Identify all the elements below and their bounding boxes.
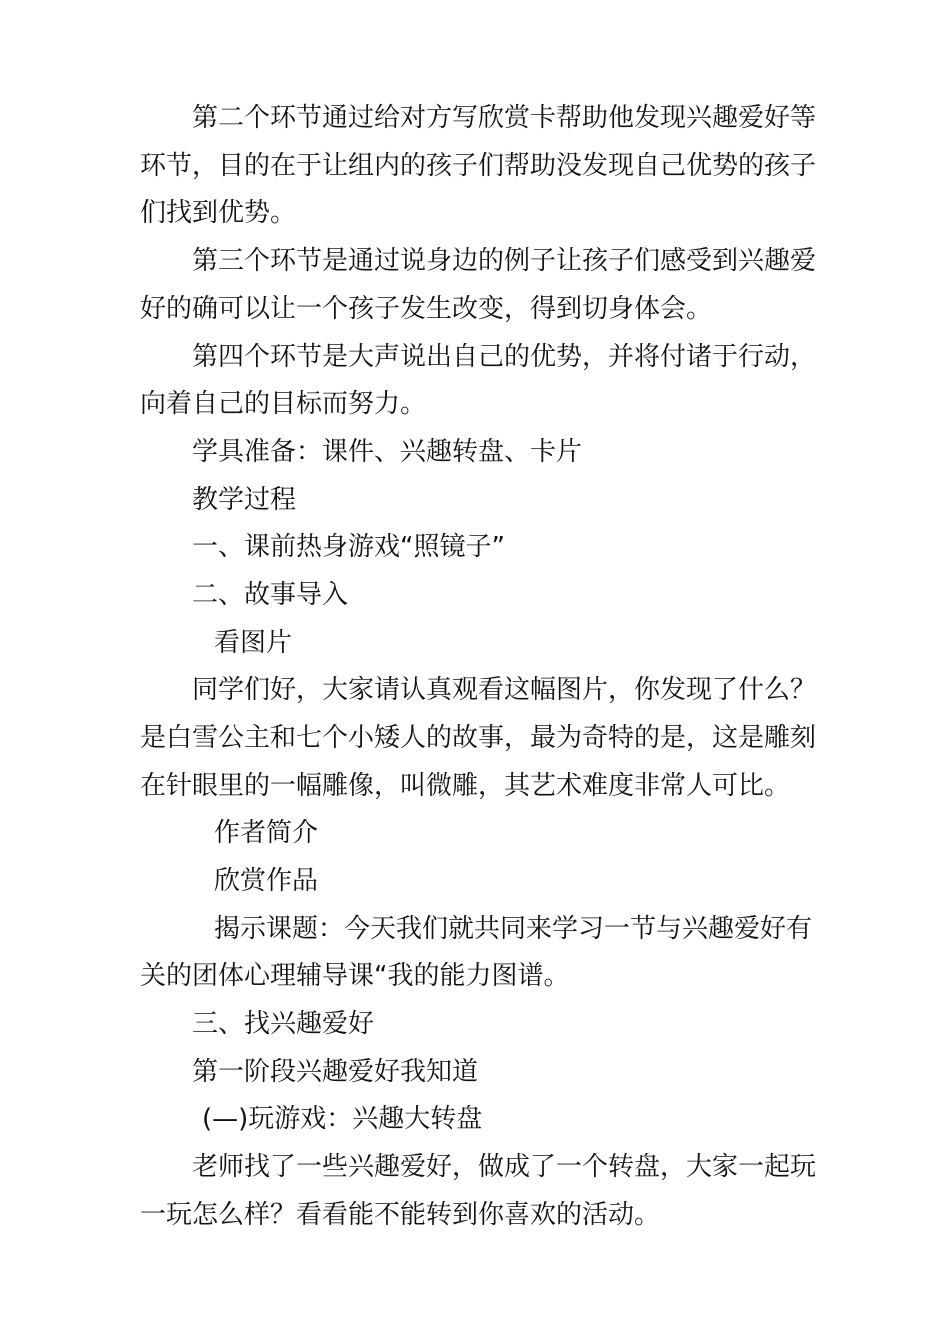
materials-line: 学具准备：课件、兴趣转盘、卡片: [192, 437, 583, 467]
paragraph-line: 们找到优势。: [140, 198, 297, 228]
paragraph-line: 好的确可以让一个孩子发生改变，得到切身体会。: [140, 294, 713, 324]
paragraph-line: 关的团体心理辅导课“我的能力图谱。: [140, 961, 570, 991]
paragraph-line: 第四个环节是大声说出自己的优势，并将付诸于行动，: [192, 342, 817, 372]
paragraph-line: 环节，目的在于让组内的孩子们帮助没发现自己优势的孩子: [140, 151, 817, 181]
stage-heading: 第一阶段兴趣爱好我知道: [192, 1057, 479, 1087]
paragraph-line: 老师找了一些兴趣爱好，做成了一个转盘，大家一起玩: [192, 1152, 817, 1182]
paragraph-line: 是白雪公主和七个小矮人的故事，最为奇特的是，这是雕刻: [140, 723, 817, 753]
subsection-heading: 看图片: [214, 628, 293, 658]
paragraph-line: 第二个环节通过给对方写欣赏卡帮助他发现兴趣爱好等: [192, 103, 817, 133]
paragraph-line: 在针眼里的一幅雕像，叫微雕，其艺术难度非常人可比。: [140, 771, 791, 801]
section-heading: 三、找兴趣爱好: [192, 1009, 375, 1039]
subsection-heading: 欣赏作品: [214, 866, 319, 896]
paragraph-line: 同学们好，大家请认真观看这幅图片，你发现了什么？: [192, 675, 817, 705]
paragraph-line: 向着自己的目标而努力。: [140, 389, 427, 419]
section-heading: 教学过程: [192, 485, 297, 515]
activity-heading: (—)玩游戏：兴趣大转盘: [202, 1104, 483, 1134]
subsection-heading: 作者简介: [214, 818, 319, 848]
paragraph-line: 第三个环节是通过说身边的例子让孩子们感受到兴趣爱: [192, 246, 817, 276]
section-heading: 一、课前热身游戏“照镜子”: [192, 532, 505, 562]
paragraph-line: 一玩怎么样？看看能不能转到你喜欢的活动。: [140, 1200, 661, 1230]
section-heading: 二、故事导入: [192, 580, 349, 610]
paragraph-line: 揭示课题：今天我们就共同来学习一节与兴趣爱好有: [214, 914, 813, 944]
